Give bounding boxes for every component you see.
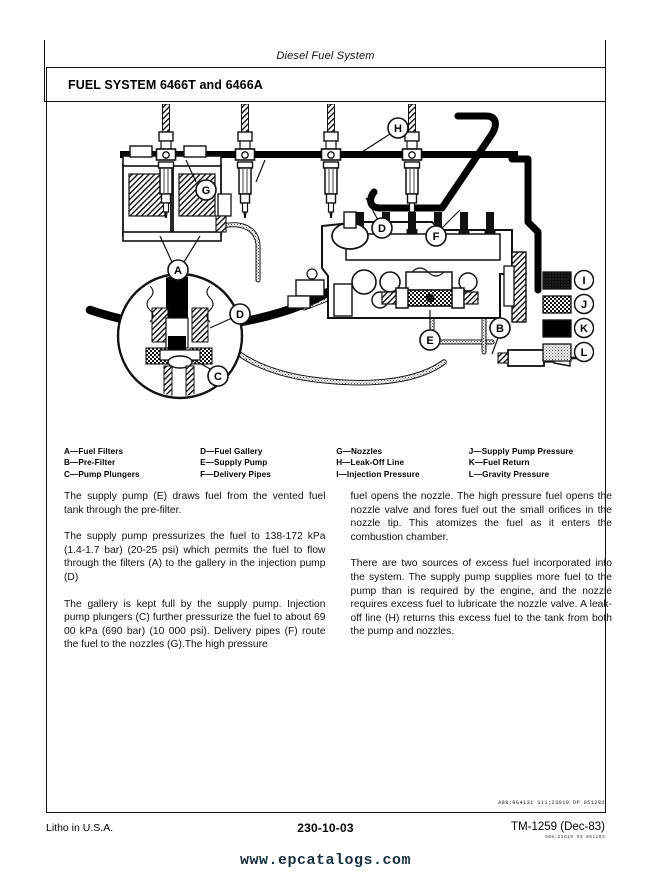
legend-item-e: E—Supply Pump [200, 458, 268, 468]
document-code: A88;RG4131 S11;23010 DP 051283 [498, 800, 605, 806]
legend-item-h: H—Leak-Off Line [336, 458, 405, 468]
body-paragraph: There are two sources of excess fuel incorporated into the system. The supply pump supplies more fuel to the pump than is required by the engine, and the nozzle requires excess fuel to lubricate the nozzle valve. A leak-off line (H) returns this excess fuel to the tank from both the pump and nozzles. [350, 558, 612, 638]
legend-item-d: D—Fuel Gallery [200, 447, 263, 456]
legend-item-l: L—Gravity Pressure [468, 469, 550, 479]
body-text [64, 490, 612, 665]
svg-text:F: F [432, 231, 440, 243]
callout-A [168, 260, 188, 280]
body-paragraph: The supply pump pressurizes the fuel to 138-172 kPa (1.4-1.7 bar) (20-25 psi) which permits the fuel to flow through the filters (A) to the gallery in the injection pump (D) [64, 531, 326, 583]
body-column-right [351, 490, 613, 665]
legend-item-c: C—Pump Plungers [64, 469, 140, 479]
svg-text:K: K [580, 323, 588, 335]
callout-H [388, 118, 408, 138]
svg-text:L: L [580, 347, 588, 359]
svg-text:A: A [174, 265, 182, 277]
svg-text:I: I [582, 275, 586, 287]
svg-text:E: E [426, 335, 434, 347]
body-paragraph: The gallery is kept full by the supply pump. Injection pump plungers (C) further pressurize the fuel to about 69 00 kPa (690 bar) (10 000 psi). Delivery pipes (F) route the fuel to the nozzles (G).The high pressure [64, 598, 326, 651]
legend-column-4 [469, 446, 612, 480]
legend-item-i: I—Injection Pressure [336, 469, 420, 479]
legend-item-k: K—Fuel Return [468, 458, 530, 468]
body-paragraph: The supply pump (E) draws fuel from the vented fuel tank through the pre-filter. [64, 491, 326, 516]
site-watermark: www.epcatalogs.com [239, 852, 412, 869]
callout-D [372, 218, 392, 238]
body-paragraph: fuel opens the nozzle. The high pressure fuel opens the nozzle valve and fores fuel out the small orifices in the nozzle tip. This atomizes the fuel as it enters the combustion chamber. [350, 491, 612, 543]
callout-C [208, 366, 228, 386]
manual-id: TM-1259 (Dec-83) [511, 821, 605, 833]
svg-text:J: J [580, 299, 588, 311]
legend-item-b: B—Pre-Filter [64, 458, 116, 468]
legend-column-2 [200, 446, 336, 480]
svg-text:H: H [394, 123, 402, 135]
callout-E [420, 330, 440, 350]
legend-column-3 [336, 446, 469, 480]
figure-legend [64, 446, 612, 480]
fuel-system-diagram [60, 104, 600, 434]
legend-item-f: F—Delivery Pipes [200, 469, 271, 479]
svg-text:B: B [496, 323, 504, 335]
svg-text:D: D [378, 223, 386, 235]
legend-item-a: A—Fuel Filters [64, 447, 124, 456]
page-number: 230-10-03 [297, 821, 354, 835]
running-head: Diesel Fuel System [276, 50, 375, 62]
svg-text:G: G [201, 185, 211, 197]
callout-F [426, 226, 446, 246]
pattern-key [543, 271, 594, 362]
callout-G [196, 180, 216, 200]
body-column-left [64, 490, 326, 665]
supply-pump [382, 288, 478, 308]
manual-subcode: S08;23010 03 051283 [545, 835, 605, 840]
legend-item-j: J—Supply Pump Pressure [468, 447, 574, 456]
svg-text:D: D [236, 309, 244, 321]
legend-item-g: G—Nozzles [336, 447, 383, 456]
callout-D-detail [230, 304, 250, 324]
callout-B [490, 318, 510, 338]
footer-rule [46, 812, 606, 813]
legend-column-1 [64, 446, 200, 480]
section-title: FUEL SYSTEM 6466T and 6466A [68, 78, 263, 92]
litho-notice: Litho in U.S.A. [46, 822, 114, 834]
svg-text:C: C [214, 371, 222, 383]
